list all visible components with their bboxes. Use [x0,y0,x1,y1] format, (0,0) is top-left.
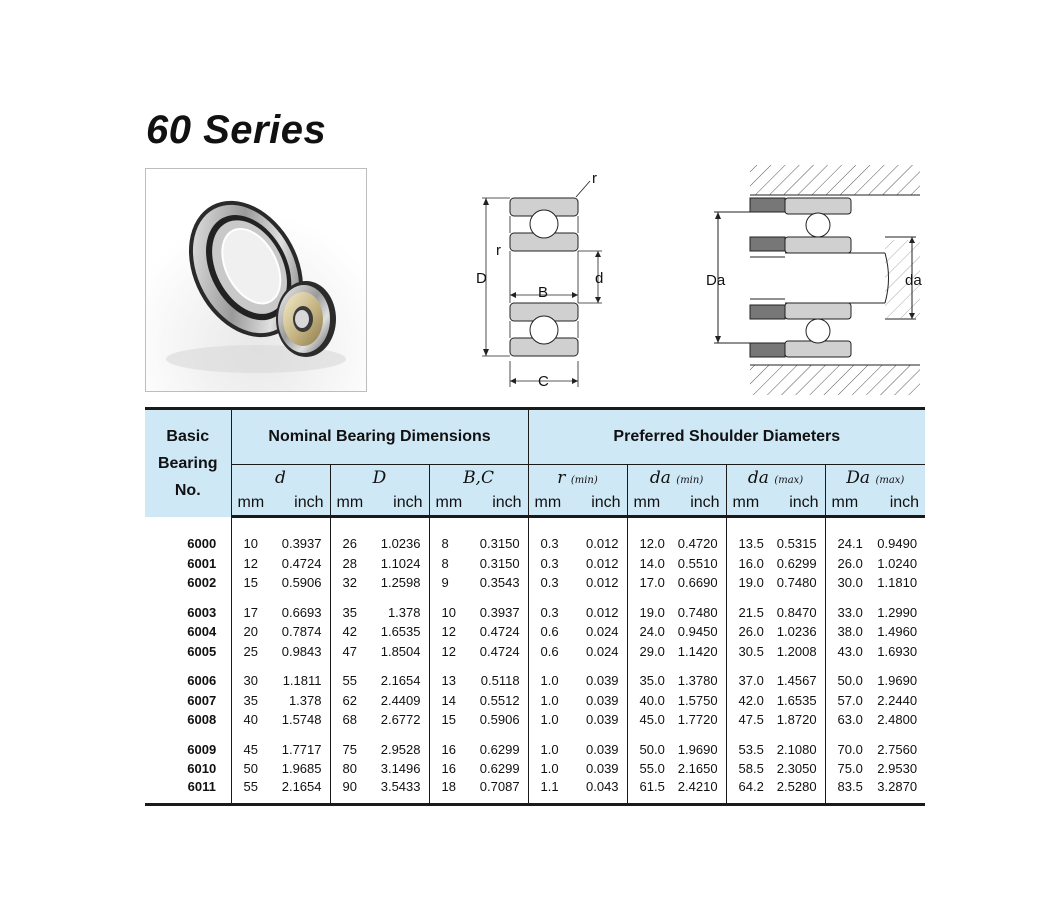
cell-d-mm: 45 [243,741,258,757]
cell-damax-inch: 2.3050 [769,759,825,779]
cell-r-inch: 0.043 [571,779,627,805]
cell-r-mm: 1.0 [540,741,559,757]
cell-damin-inch: 1.7720 [670,710,726,730]
cell-d-inch: 0.5906 [274,573,330,593]
cell-r-inch: 0.039 [571,691,627,711]
cell-B-inch: 0.7087 [472,779,528,805]
table-row [145,534,925,554]
cell-Da-inch: 1.4960 [877,624,918,640]
cell-B-mm: 12 [441,643,456,659]
bearing-number: 6001 [145,554,231,574]
cell-Da-inch: 1.0240 [877,555,918,571]
cell-damax-inch: 1.0236 [769,622,825,642]
cell-D-inch: 1.378 [373,603,429,623]
cell-d-inch: 0.7874 [274,622,330,642]
cell-damax-inch: 0.7480 [769,573,825,593]
cell-Da-inch: 0.9490 [877,536,918,552]
shoulder-diameters-diagram [700,165,940,395]
table-row [145,603,925,623]
cell-damin-mm: 35.0 [639,673,665,689]
cell-r-mm: 0.3 [540,575,559,591]
cell-D-mm: 62 [342,692,357,708]
cell-D-mm: 47 [342,643,357,659]
cell-d-mm: 10 [243,536,258,552]
cell-damin-mm: 12.0 [639,536,665,552]
cell-B-inch: 0.3543 [472,573,528,593]
cell-B-inch: 0.5118 [472,671,528,691]
cell-damax-mm: 21.5 [738,604,764,620]
cell-d-mm: 12 [243,555,258,571]
cell-damin-inch: 2.4210 [670,779,726,805]
cell-damax-mm: 16.0 [738,555,764,571]
cell-damax-mm: 13.5 [738,536,764,552]
cell-r-mm: 0.3 [540,604,559,620]
cell-d-inch: 0.3937 [274,534,330,554]
cell-Da-inch: 2.7560 [877,741,918,757]
label-da: da [905,272,922,289]
cell-d-inch: 1.7717 [274,740,330,760]
cell-Da-inch: 1.6930 [877,643,918,659]
header-unit-inch: inch [769,491,825,517]
bearing-number: 6008 [145,710,231,730]
header-unit-inch: inch [571,491,627,517]
cell-damin-mm: 17.0 [639,575,665,591]
cell-d-inch: 0.9843 [274,642,330,662]
cell-D-mm: 80 [342,761,357,777]
bearing-number: 6002 [145,573,231,593]
cell-d-mm: 25 [243,643,258,659]
cell-B-mm: 8 [441,555,449,571]
header-preferred-shoulder: Preferred Shoulder Diameters [528,409,925,465]
cell-damax-mm: 64.2 [726,779,769,805]
cell-damax-mm: 30.5 [738,643,764,659]
cell-B-inch: 0.4724 [472,622,528,642]
table-row [145,759,925,779]
bearing-cross-section-diagram [468,165,618,395]
cell-B-mm: 12 [441,624,456,640]
cell-D-mm: 90 [330,779,373,805]
ball-bottom [530,316,558,344]
bearing-number: 6009 [145,740,231,760]
cell-Da-mm: 70.0 [837,741,863,757]
cell-damin-inch: 1.5750 [670,691,726,711]
bearing-number: 6000 [145,534,231,554]
bearing-number: 6005 [145,642,231,662]
cell-d-inch: 1.1811 [274,671,330,691]
header-sym-d: d [231,465,330,492]
cell-B-inch: 0.3150 [472,534,528,554]
cell-D-inch: 2.9528 [373,740,429,760]
label-r-top: r [592,170,597,187]
cell-B-mm: 16 [441,741,456,757]
cell-Da-mm: 26.0 [837,555,863,571]
cell-D-inch: 2.6772 [373,710,429,730]
cell-damax-inch: 0.8470 [769,603,825,623]
cell-r-inch: 0.039 [571,740,627,760]
cell-d-mm: 40 [243,712,258,728]
cell-damin-mm: 40.0 [639,692,665,708]
cell-damin-inch: 1.3780 [670,671,726,691]
cell-B-inch: 0.5906 [472,710,528,730]
label-Da: Da [706,272,726,289]
cell-Da-mm: 33.0 [837,604,863,620]
table-row [145,671,925,691]
table-row [145,710,925,730]
cell-r-inch: 0.012 [571,554,627,574]
cell-B-mm: 14 [441,692,456,708]
bearing-number: 6011 [145,779,231,805]
cell-D-mm: 32 [342,575,357,591]
header-unit-mm: mm [726,491,769,517]
cell-B-inch: 0.5512 [472,691,528,711]
label-d: d [595,270,604,287]
cell-damax-mm: 37.0 [738,673,764,689]
cell-damax-mm: 42.0 [738,692,764,708]
cell-damax-inch: 1.4567 [769,671,825,691]
cell-damin-inch: 0.5510 [670,554,726,574]
cell-r-mm: 0.6 [540,643,559,659]
cell-damin-mm: 55.0 [639,761,665,777]
cell-damax-inch: 0.6299 [769,554,825,574]
cell-r-mm: 1.0 [540,761,559,777]
cell-D-mm: 55 [342,673,357,689]
bearing-photo-drawing [146,169,367,392]
cell-damin-inch: 0.6690 [670,573,726,593]
cell-damin-inch: 1.9690 [670,740,726,760]
bearing-number: 6004 [145,622,231,642]
header-sym-da-min: da (min) [627,465,726,492]
cell-r-inch: 0.024 [571,622,627,642]
cell-Da-inch: 2.2440 [877,692,918,708]
cell-B-mm: 18 [429,779,472,805]
header-unit-inch: inch [670,491,726,517]
header-unit-mm: mm [528,491,571,517]
cell-B-inch: 0.6299 [472,759,528,779]
cell-damin-inch: 0.4720 [670,534,726,554]
cell-damin-inch: 2.1650 [670,759,726,779]
header-sym-r: r (min) [528,465,627,492]
bearing-number: 6003 [145,603,231,623]
cell-r-mm: 0.3 [540,555,559,571]
cell-D-mm: 28 [342,555,357,571]
cell-d-inch: 0.6693 [274,603,330,623]
cell-D-mm: 26 [342,536,357,552]
cell-damax-mm: 53.5 [738,741,764,757]
cell-r-inch: 0.039 [571,710,627,730]
table-row [145,573,925,593]
cell-damin-mm: 45.0 [639,712,665,728]
bearing-number: 6007 [145,691,231,711]
bearing-number: 6006 [145,671,231,691]
cell-damin-mm: 14.0 [639,555,665,571]
cell-damax-mm: 26.0 [738,624,764,640]
table-row [145,740,925,760]
cell-Da-mm: 75.0 [837,761,863,777]
cell-d-mm: 20 [243,624,258,640]
cell-d-mm: 35 [243,692,258,708]
header-unit-mm: mm [330,491,373,517]
cell-r-inch: 0.039 [571,671,627,691]
cell-D-inch: 3.1496 [373,759,429,779]
cell-D-mm: 75 [342,741,357,757]
header-unit-inch: inch [274,491,330,517]
cell-r-mm: 1.1 [528,779,571,805]
cell-r-mm: 1.0 [540,673,559,689]
table-row [145,642,925,662]
cell-Da-mm: 50.0 [837,673,863,689]
cell-D-inch: 1.0236 [373,534,429,554]
cell-r-mm: 0.3 [540,536,559,552]
cell-B-mm: 8 [441,536,449,552]
cell-d-mm: 50 [243,761,258,777]
cell-d-inch: 0.4724 [274,554,330,574]
label-B: B [538,284,549,301]
cell-D-inch: 3.5433 [373,779,429,805]
cell-r-inch: 0.039 [571,759,627,779]
cell-damin-inch: 1.1420 [670,642,726,662]
header-basic-bearing-no: Basic Bearing No. [145,409,231,517]
header-unit-inch: inch [373,491,429,517]
cell-D-inch: 1.1024 [373,554,429,574]
cell-Da-inch: 2.4800 [877,712,918,728]
cell-d-mm: 55 [231,779,274,805]
label-r-side: r [496,242,501,259]
cell-D-mm: 35 [342,604,357,620]
cell-damax-inch: 1.6535 [769,691,825,711]
header-unit-mm: mm [627,491,670,517]
cell-damax-inch: 1.2008 [769,642,825,662]
cell-d-mm: 15 [243,575,258,591]
cell-damin-mm: 61.5 [627,779,670,805]
cell-D-mm: 68 [342,712,357,728]
cell-r-mm: 1.0 [540,712,559,728]
cell-damax-mm: 58.5 [738,761,764,777]
header-unit-mm: mm [231,491,274,517]
table-row [145,554,925,574]
cell-r-inch: 0.012 [571,534,627,554]
cell-r-mm: 0.6 [540,624,559,640]
cell-r-inch: 0.012 [571,603,627,623]
cell-D-inch: 2.1654 [373,671,429,691]
cell-damin-mm: 50.0 [639,741,665,757]
label-C: C [538,373,549,390]
cell-damax-inch: 0.5315 [769,534,825,554]
cell-D-inch: 1.6535 [373,622,429,642]
header-sym-Da-max: Da (max) [825,465,925,492]
cell-damin-inch: 0.7480 [670,603,726,623]
cell-d-mm: 30 [243,673,258,689]
label-D: D [476,270,487,287]
cell-damax-mm: 19.0 [738,575,764,591]
cell-B-inch: 0.3150 [472,554,528,574]
cell-B-mm: 10 [441,604,456,620]
cell-B-inch: 0.3937 [472,603,528,623]
cell-damax-inch: 2.5280 [769,779,825,805]
page-title: 60 Series [146,108,327,152]
header-sym-BC: B,C [429,465,528,492]
cell-Da-inch: 1.1810 [877,575,918,591]
cell-B-mm: 16 [441,761,456,777]
header-unit-mm: mm [429,491,472,517]
cell-Da-mm: 24.1 [837,536,863,552]
cell-damax-inch: 1.8720 [769,710,825,730]
cell-damin-mm: 24.0 [639,624,665,640]
bearing-photo [145,168,367,392]
cell-d-inch: 1.9685 [274,759,330,779]
cell-Da-inch: 1.9690 [877,673,918,689]
bearing-number: 6010 [145,759,231,779]
table-row [145,622,925,642]
cell-D-inch: 1.8504 [373,642,429,662]
cell-D-inch: 2.4409 [373,691,429,711]
cell-r-mm: 1.0 [540,692,559,708]
cell-damax-inch: 2.1080 [769,740,825,760]
table-row [145,779,925,805]
cell-Da-mm: 38.0 [837,624,863,640]
cell-B-inch: 0.6299 [472,740,528,760]
header-nominal-dimensions: Nominal Bearing Dimensions [231,409,528,465]
cell-damin-mm: 19.0 [639,604,665,620]
cell-d-inch: 1.5748 [274,710,330,730]
cell-D-mm: 42 [342,624,357,640]
cell-D-inch: 1.2598 [373,573,429,593]
cell-d-inch: 2.1654 [274,779,330,805]
cell-Da-mm: 83.5 [825,779,868,805]
cell-Da-mm: 30.0 [837,575,863,591]
cell-B-inch: 0.4724 [472,642,528,662]
cell-Da-inch: 2.9530 [877,761,918,777]
header-unit-inch: inch [472,491,528,517]
cell-Da-mm: 57.0 [837,692,863,708]
cell-Da-inch: 1.2990 [877,604,918,620]
bearing-spec-table [145,407,925,806]
header-sym-da-max: da (max) [726,465,825,492]
cell-B-mm: 9 [441,575,449,591]
header-unit-mm: mm [825,491,868,517]
cell-damin-mm: 29.0 [639,643,665,659]
cell-B-mm: 15 [441,712,456,728]
cell-r-inch: 0.012 [571,573,627,593]
cell-damax-mm: 47.5 [738,712,764,728]
cell-r-inch: 0.024 [571,642,627,662]
table-row [145,691,925,711]
ball-top [530,210,558,238]
cell-Da-inch: 3.2870 [868,779,925,805]
cell-d-mm: 17 [243,604,258,620]
cell-Da-mm: 43.0 [837,643,863,659]
cell-Da-mm: 63.0 [837,712,863,728]
cell-d-inch: 1.378 [274,691,330,711]
cell-damin-inch: 0.9450 [670,622,726,642]
header-sym-D: D [330,465,429,492]
cell-B-mm: 13 [441,673,456,689]
header-unit-inch: inch [868,491,925,517]
